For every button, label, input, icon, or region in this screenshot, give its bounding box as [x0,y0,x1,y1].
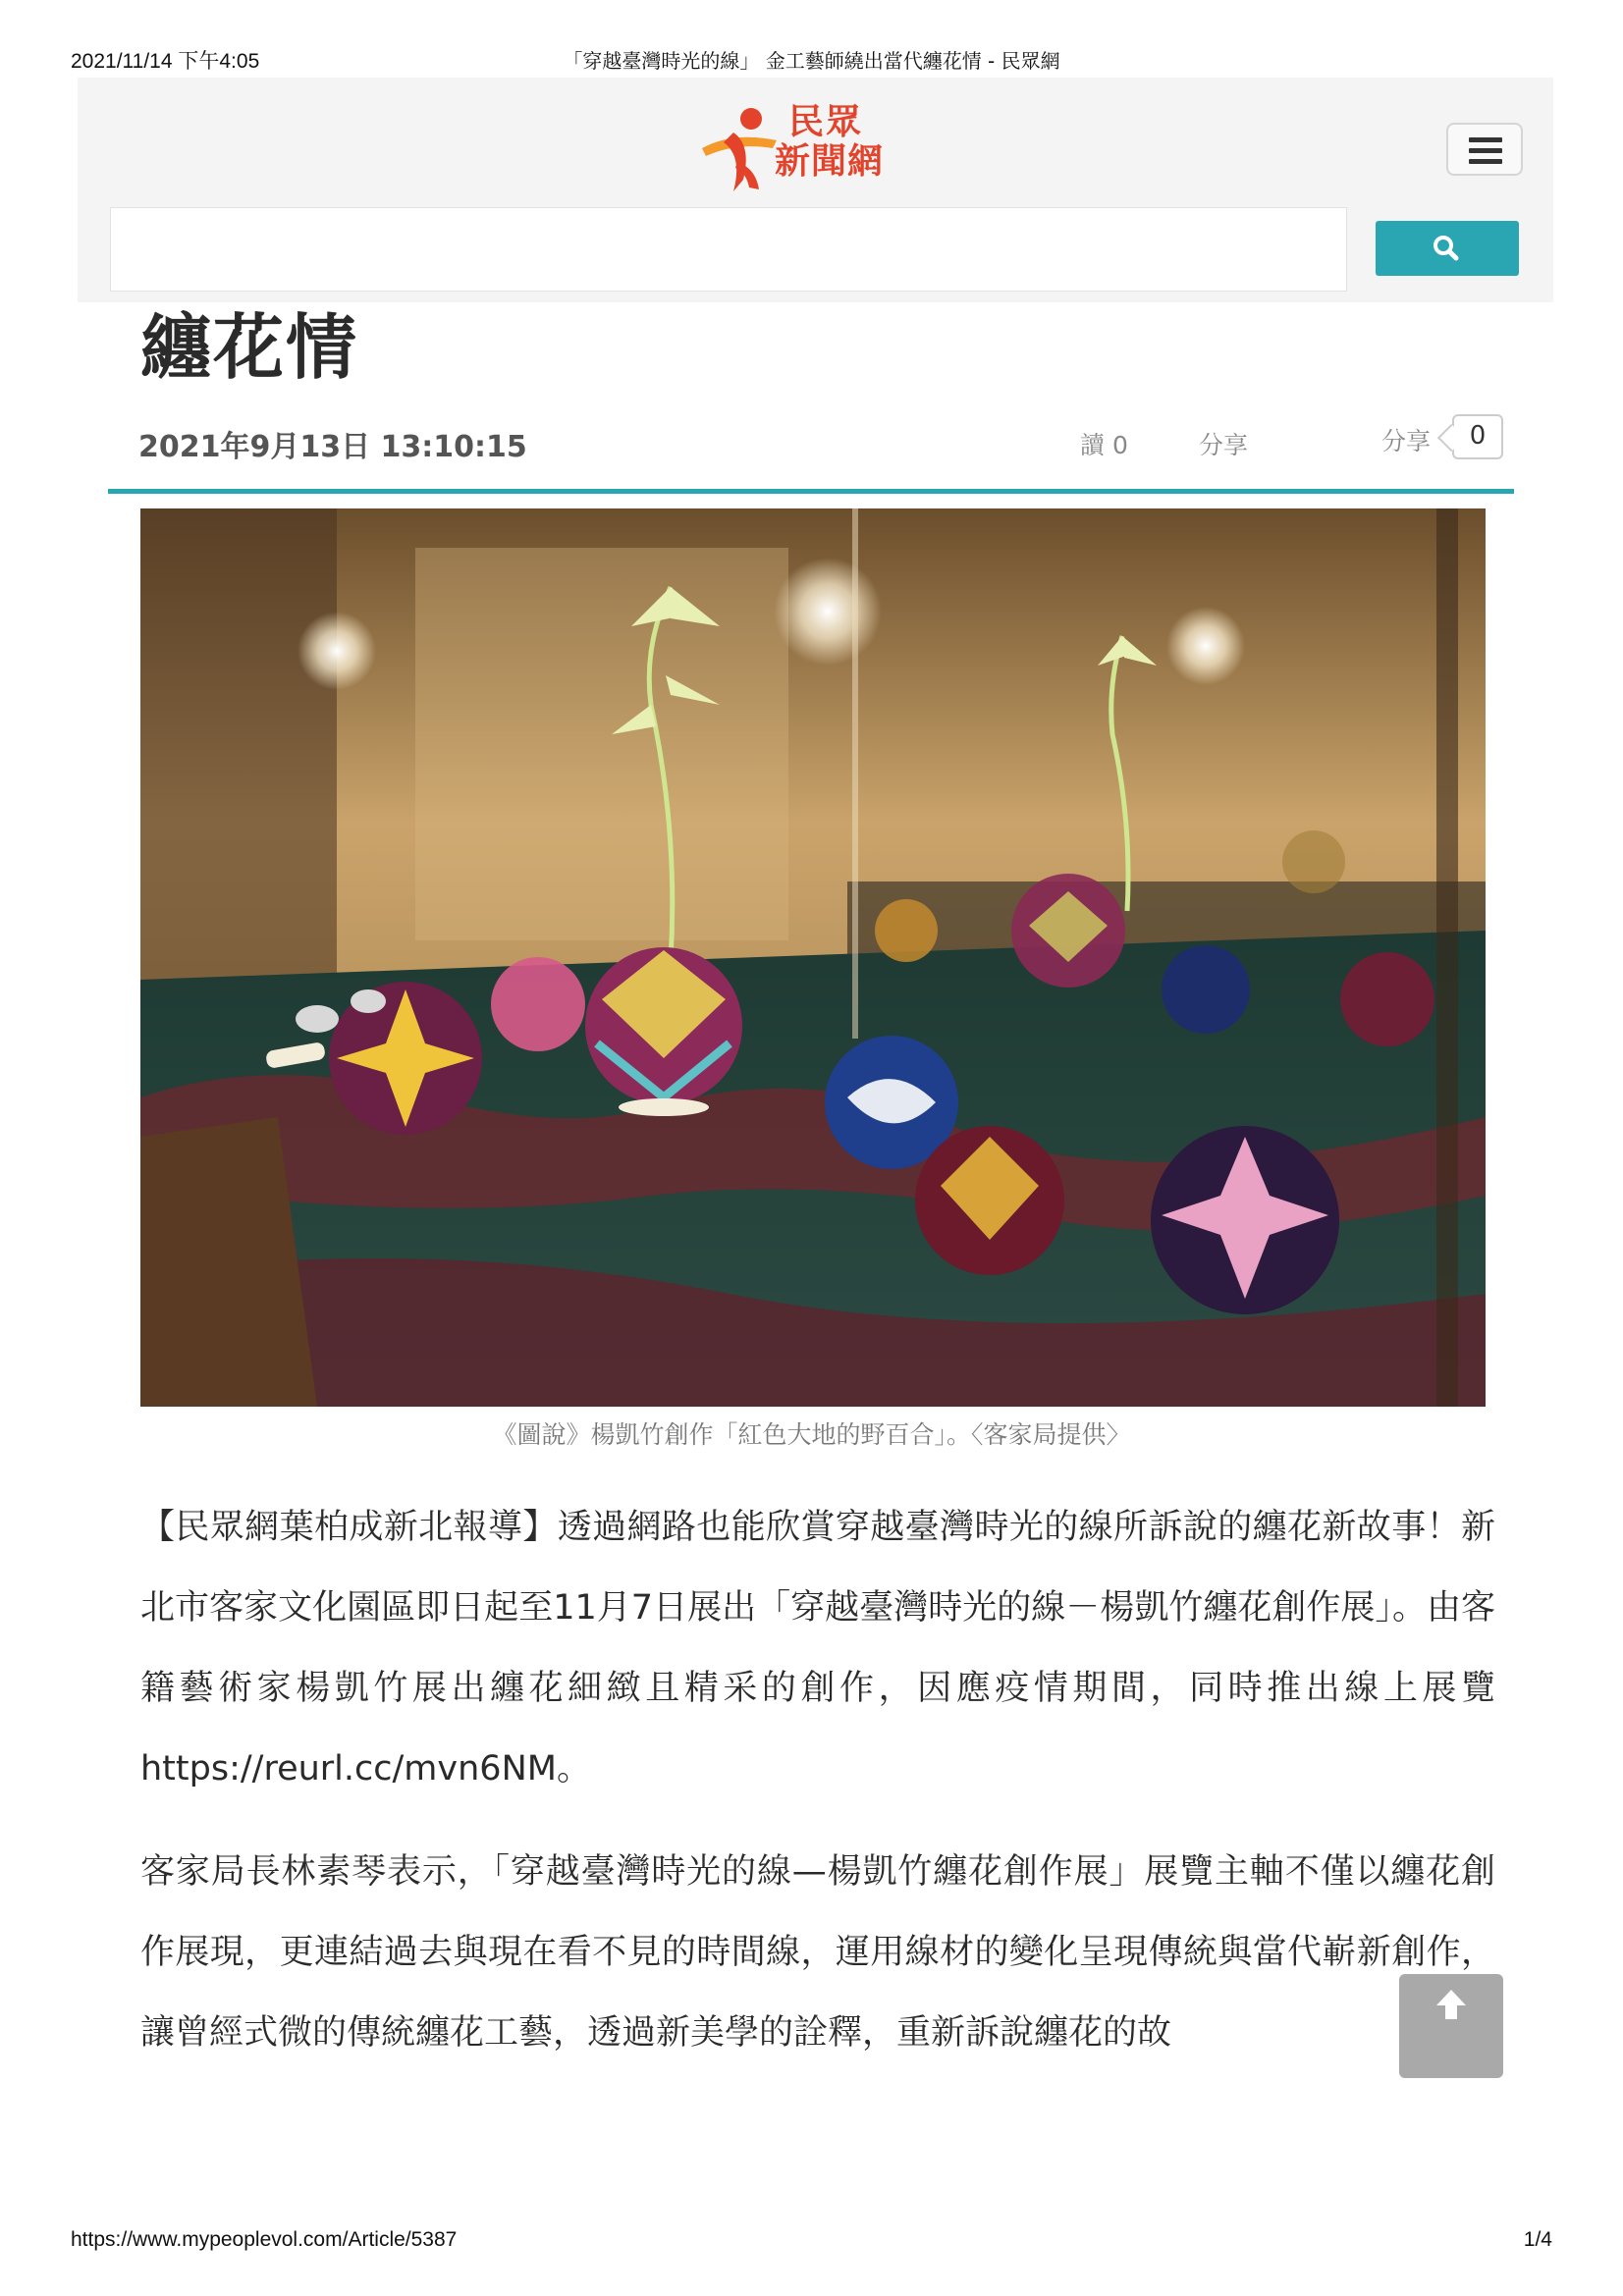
print-header [71,45,1552,71]
share-button[interactable]: 分享 [1199,431,1249,459]
article-photo [140,508,1486,1407]
site-header [78,78,1553,302]
print-page-title: 「穿越臺灣時光的線」 金工藝師繞出當代纏花情 - 民眾網 [563,49,1060,73]
divider-rule [108,489,1514,494]
site-logo[interactable] [694,97,910,195]
logo-line-2: 新聞網 [775,141,885,182]
back-to-top-button[interactable] [1399,1974,1503,2078]
article-meta-bar [138,418,1509,467]
logo-line-1: 民眾 [788,102,864,142]
photo-caption: 《圖說》楊凱竹創作「紅色大地的野百合」。〈客家局提供〉 [492,1420,1131,1449]
article-headline: 纏花情 [140,306,359,389]
search-input[interactable] [110,207,1347,292]
print-datetime: 2021/11/14 下午4:05 [71,50,260,73]
publish-date: 2021年9月13日 13:10:15 [138,430,527,464]
photo-exhibit-case [140,508,1486,1407]
print-page-number: 1/4 [1523,2228,1552,2251]
arrow-up-icon [1399,1974,1503,2078]
print-footer [71,2228,1552,2254]
share-count-button[interactable]: 分享 [1381,427,1432,455]
logo-figure-icon [694,97,783,195]
print-url: https://www.mypeoplevol.com/Article/5387 [71,2228,458,2251]
article-paragraph: 客家局長林素琴表示，「穿越臺灣時光的線—楊凱竹纏花創作展」展覽主軸不僅以纏花創作展現，更連結過去與現在看不見的時間線，運用線材的變化呈現傳統與當代嶄新創作，讓曾經式微的傳統纏花工藝，透過新美學的詮釋，重新訴說纏花的故 [140,1852,1495,2053]
article-paragraph: 【民眾網葉柏成新北報導】透過網路也能欣賞穿越臺灣時光的線所訴說的纏花新故事！新北市客家文化園區即日起至11月7日展出「穿越臺灣時光的線－楊凱竹纏花創作展」。由客籍藝術家楊凱竹展出纏花細緻且精采的創作，因應疫情期間，同時推出線上展覽 https://reurl.cc/mvn6NM。 [140,1508,1495,1789]
share-count-badge: 0 [1452,414,1503,459]
read-count: 讀 0 [1080,431,1128,459]
magnifier-icon [1376,221,1519,276]
menu-button[interactable] [1446,123,1523,176]
search-button[interactable] [1376,221,1519,276]
logo-wordmark [775,103,884,182]
